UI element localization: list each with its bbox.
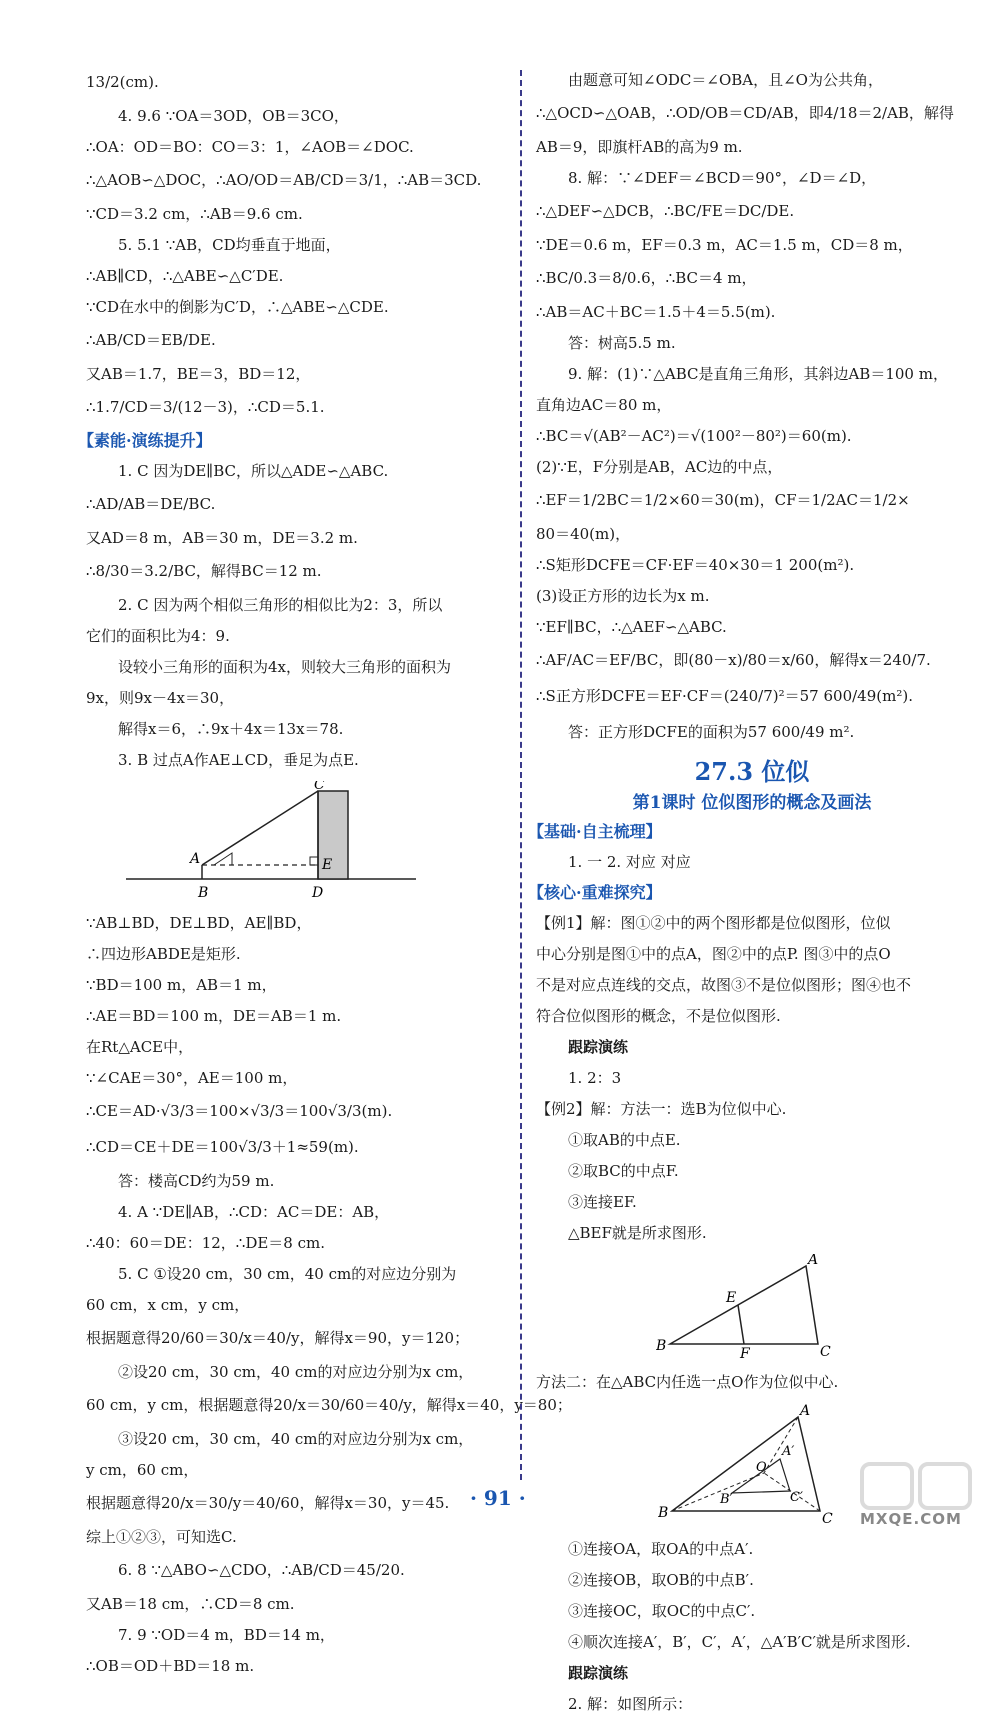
text-line: ∴40：60＝DE：12，∴DE＝8 cm. — [86, 1234, 326, 1252]
text-line: 1. 一 2. 对应 对应 — [568, 853, 691, 871]
text-line: 综上①②③，可知选C. — [86, 1528, 237, 1546]
column-divider — [520, 70, 522, 1480]
text-line: 设较小三角形的面积为4x，则较大三角形的面积为 — [118, 658, 452, 676]
section-title: 【核心·重难探究】 — [528, 883, 662, 902]
answer-3: 3. B 过点A作AE⊥CD，垂足为点E. — [118, 751, 359, 769]
label-a-prime: A′ — [782, 1444, 795, 1459]
text-line: ∵BD＝100 m，AB＝1 m， — [86, 976, 277, 994]
answer-9: 9. 解：(1)∵△ABC是直角三角形，其斜边AB＝100 m， — [568, 365, 948, 383]
text-line: AB＝9，即旗杆AB的高为9 m. — [536, 138, 743, 156]
label-c-prime: C′ — [790, 1490, 803, 1505]
label-a: A — [808, 1254, 819, 1268]
text-line: ③设20 cm，30 cm，40 cm的对应边分别为x cm， — [118, 1430, 474, 1448]
answer-1: 1. C 因为DE∥BC，所以△ADE∽△ABC. — [118, 462, 389, 480]
text-line: 解得x＝6，∴9x＋4x＝13x＝78. — [118, 720, 344, 738]
text-line: 60 cm，x cm，y cm， — [86, 1296, 250, 1314]
text-line: ∵CD在水中的倒影为C′D，∴△ABE∽△CDE. — [86, 298, 389, 316]
label-c: C — [820, 1344, 831, 1358]
answer-5b: 5. C ①设20 cm，30 cm，40 cm的对应边分别为 — [118, 1265, 457, 1283]
text-line: 又AB＝1.7，BE＝3，BD＝12， — [86, 365, 311, 383]
example-1: 【例1】解：图①②中的两个图形都是位似图形，位似 — [536, 914, 891, 932]
text-line: ∴8/30＝3.2/BC，解得BC＝12 m. — [86, 562, 322, 580]
label-b-prime: B′ — [720, 1492, 733, 1507]
text-line: 13/2(cm). — [86, 73, 159, 91]
text-line: 符合位似图形的概念，不是位似图形. — [536, 1007, 781, 1025]
text-line: 又AB＝18 cm，∴CD＝8 cm. — [86, 1595, 295, 1613]
text-line: 答：楼高CD约为59 m. — [118, 1172, 275, 1190]
text-line: ④顺次连接A′，B′，C′，A′，△A′B′C′就是所求图形. — [568, 1633, 911, 1651]
text-line: y cm，60 cm， — [86, 1461, 199, 1479]
text-line: ∴S矩形DCFE＝CF·EF＝40×30＝1 200(m²). — [536, 556, 855, 574]
text-line: ∵EF∥BC，∴△AEF∽△ABC. — [536, 618, 727, 636]
label-e: E — [322, 857, 333, 873]
text-line: ∴S正方形DCFE＝EF·CF＝(240/7)²＝57 600/49(m²). — [536, 687, 913, 705]
text-line: ∴△AOB∽△DOC，∴AO/OD＝AB/CD＝3/1，∴AB＝3CD. — [86, 171, 482, 189]
text-line: 又AD＝8 m，AB＝30 m，DE＝3.2 m. — [86, 529, 358, 547]
text-line: 直角边AC＝80 m， — [536, 396, 672, 414]
example-2: 【例2】解：方法一：选B为位似中心. — [536, 1100, 787, 1118]
text-line: ∴△OCD∽△OAB，∴OD/OB＝CD/AB，即4/18＝2/AB，解得 — [536, 104, 954, 122]
practice-label: 跟踪演练 — [568, 1664, 629, 1682]
label-o: O — [756, 1460, 767, 1475]
text-line: ∴OA：OD＝BO：CO＝3：1，∠AOB＝∠DOC. — [86, 138, 414, 156]
page-number: · 91 · — [470, 1486, 526, 1510]
text-line: ∵CD＝3.2 cm，∴AB＝9.6 cm. — [86, 205, 303, 223]
text-line: △BEF就是所求图形. — [568, 1224, 707, 1242]
text-line: ∴AB/CD＝EB/DE. — [86, 331, 216, 349]
text-line: ∴BC/0.3＝8/0.6，∴BC＝4 m， — [536, 269, 757, 287]
answer-4b: 4. A ∵DE∥AB，∴CD：AC＝DE：AB， — [118, 1203, 390, 1221]
section-heading: 27.3 位似 — [694, 757, 810, 786]
text-line: ∴四边形ABDE是矩形. — [86, 945, 241, 963]
text-line: 由题意可知∠ODC＝∠OBA，且∠O为公共角， — [568, 71, 883, 89]
text-line: ①连接OA，取OA的中点A′. — [568, 1540, 754, 1558]
text-line: 不是对应点连线的交点，故图③不是位似图形；图④也不 — [536, 976, 912, 994]
text-line: 中心分别是图①中的点A，图②中的点P. 图③中的点O — [536, 945, 891, 963]
text-line: ∴AB＝AC＋BC＝1.5＋4＝5.5(m). — [536, 303, 776, 321]
label-e: E — [726, 1290, 737, 1306]
text-line: 它们的面积比为4：9. — [86, 627, 230, 645]
text-line: ∴1.7/CD＝3/(12－3)，∴CD＝5.1. — [86, 398, 325, 416]
text-line: ②取BC的中点F. — [568, 1162, 679, 1180]
text-line: ∵∠CAE＝30°，AE＝100 m， — [86, 1069, 298, 1087]
text-line: 9x，则9x－4x＝30， — [86, 689, 235, 707]
answer-6: 6. 8 ∵△ABO∽△CDO，∴AB/CD＝45/20. — [118, 1561, 405, 1579]
text-line: ③连接EF. — [568, 1193, 637, 1211]
text-line: ∴AD/AB＝DE/BC. — [86, 495, 216, 513]
text-line: 在Rt△ACE中， — [86, 1038, 194, 1056]
label-c: C — [314, 781, 325, 793]
text-line: 80＝40(m)， — [536, 525, 631, 543]
lesson-heading: 第1课时 位似图形的概念及画法 — [632, 793, 872, 813]
text-line: 1. 2：3 — [568, 1069, 622, 1087]
label-c: C — [822, 1511, 833, 1525]
label-b: B — [198, 885, 209, 899]
text-line: ∴OB＝OD＋BD＝18 m. — [86, 1657, 255, 1675]
text-line: 2. 解：如图所示： — [568, 1695, 693, 1713]
text-line: ∴BC＝√(AB²－AC²)＝√(100²－80²)＝60(m). — [536, 427, 852, 445]
text-line: (3)设正方形的边长为x m. — [536, 587, 710, 605]
section-title: 【基础·自主梳理】 — [528, 822, 662, 841]
answer-7: 7. 9 ∵OD＝4 m，BD＝14 m， — [118, 1626, 335, 1644]
answer-8: 8. 解：∵∠DEF＝∠BCD＝90°，∠D＝∠D， — [568, 169, 877, 187]
text-line: ∴CE＝AD·√3/3＝100×√3/3＝100√3/3(m). — [86, 1102, 393, 1120]
label-f: F — [740, 1346, 750, 1358]
text-line: ∴AE＝BD＝100 m，DE＝AB＝1 m. — [86, 1007, 342, 1025]
text-line: ∴AB∥CD，∴△ABE∽△C′DE. — [86, 267, 284, 285]
watermark-text: MXQE.COM — [860, 1510, 962, 1528]
text-line: 根据题意得20/60＝30/x＝40/y，解得x＝90，y＝120； — [86, 1329, 470, 1347]
text-line: ∵AB⊥BD，DE⊥BD，AE∥BD， — [86, 914, 312, 932]
label-b: B — [658, 1505, 669, 1521]
text-line: ②设20 cm，30 cm，40 cm的对应边分别为x cm， — [118, 1363, 474, 1381]
label-b: B — [656, 1338, 667, 1354]
text-line: ③连接OC，取OC的中点C′. — [568, 1602, 756, 1620]
text-line: 60 cm，y cm，根据题意得20/x＝30/60＝40/y，解得x＝40，y＝80； — [86, 1396, 572, 1414]
label-a: A — [800, 1403, 811, 1419]
label-d: D — [312, 885, 324, 899]
text-line: ∴EF＝1/2BC＝1/2×60＝30(m)，CF＝1/2AC＝1/2× — [536, 491, 910, 509]
text-line: 答：正方形DCFE的面积为57 600/49 m². — [568, 723, 855, 741]
text-line: ∴CD＝CE＋DE＝100√3/3＋1≈59(m). — [86, 1138, 359, 1156]
practice-label: 跟踪演练 — [568, 1038, 629, 1056]
label-a: A — [190, 851, 201, 867]
section-title: 【素能·演练提升】 — [78, 431, 212, 450]
answer-4: 4. 9.6 ∵OA＝3OD，OB＝3CO， — [118, 107, 349, 125]
figure-triangle-1 — [536, 1254, 968, 1362]
text-line: ②连接OB，取OB的中点B′. — [568, 1571, 754, 1589]
left-column — [78, 70, 572, 1687]
text-line: ①取AB的中点E. — [568, 1131, 681, 1149]
answer-2: 2. C 因为两个相似三角形的相似比为2：3，所以 — [118, 596, 443, 614]
text-line: 答：树高5.5 m. — [568, 334, 676, 352]
text-line: ∴AF/AC＝EF/BC，即(80－x)/80＝x/60，解得x＝240/7. — [536, 651, 931, 669]
text-line: ∵DE＝0.6 m，EF＝0.3 m，AC＝1.5 m，CD＝8 m， — [536, 236, 913, 254]
figure-building — [86, 781, 506, 903]
text-line: (2)∵E，F分别是AB，AC边的中点， — [536, 458, 783, 476]
answer-5: 5. 5.1 ∵AB，CD均垂直于地面， — [118, 236, 341, 254]
text-line: 根据题意得20/x＝30/y＝40/60，解得x＝30，y＝45. — [86, 1494, 450, 1512]
text-line: ∴△DEF∽△DCB，∴BC/FE＝DC/DE. — [536, 202, 795, 220]
text-line: 方法二：在△ABC内任选一点O作为位似中心. — [536, 1373, 839, 1391]
